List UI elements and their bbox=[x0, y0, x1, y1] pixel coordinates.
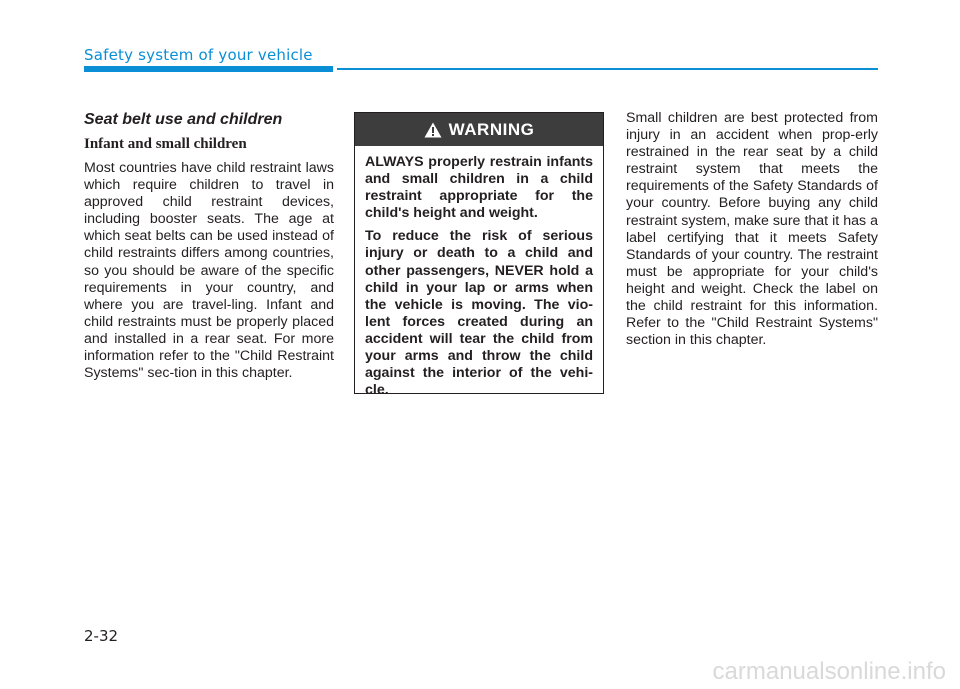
header-rule-thick bbox=[84, 66, 333, 72]
section-title: Safety system of your vehicle bbox=[84, 46, 313, 64]
left-column bbox=[84, 110, 334, 382]
header-rule-thin bbox=[337, 68, 878, 70]
warning-box bbox=[354, 112, 604, 399]
warning-paragraph-1: ALWAYS properly restrain infants and small children in a child restraint appropriate for the child's height and weight. bbox=[365, 154, 593, 222]
section-heading: Seat belt use and children bbox=[84, 111, 283, 128]
sub-heading: Infant and small children bbox=[84, 136, 247, 152]
warning-paragraph-2: To reduce the risk of serious injury or death to a child and other passengers, NEVER hold a child in your lap or arms when the vehicle is moving. The vio-lent forces created during an accident will tear the child from your arms and throw the child against the interior of the vehi-cle. bbox=[365, 228, 593, 399]
warning-triangle-icon bbox=[424, 122, 442, 138]
right-column bbox=[626, 110, 878, 349]
watermark: carmanualsonline.info bbox=[712, 658, 946, 685]
page-number: 2-32 bbox=[84, 627, 119, 645]
right-paragraph: Small children are best protected from injury in an accident when prop-erly restrained in the rear seat by a child restraint system that meets the requirements of the Safety Standards of your country. Before buying any child restraint system, make sure that it has a label certifying that it meets Safety Standards of your country. The restraint must be appropriate for your child's height and weight. Check the label on the child restraint for this information. Refer to the "Child Restraint Systems" section in this chapter. bbox=[626, 110, 878, 349]
warning-header bbox=[355, 113, 603, 146]
warning-label: WARNING bbox=[448, 119, 535, 139]
left-paragraph: Most countries have child restraint laws which require children to travel in approved child restraint devices, including booster seats. The age at which seat belts can be used instead of child restraints differs among countries, so you should be aware of the specific requirements in your country, and where you are travel-ling. Infant and child restraints must be properly placed and installed in a rear seat. For more information refer to the "Child Restraint Systems" sec-tion in this chapter. bbox=[84, 160, 334, 382]
warning-body bbox=[355, 146, 603, 399]
